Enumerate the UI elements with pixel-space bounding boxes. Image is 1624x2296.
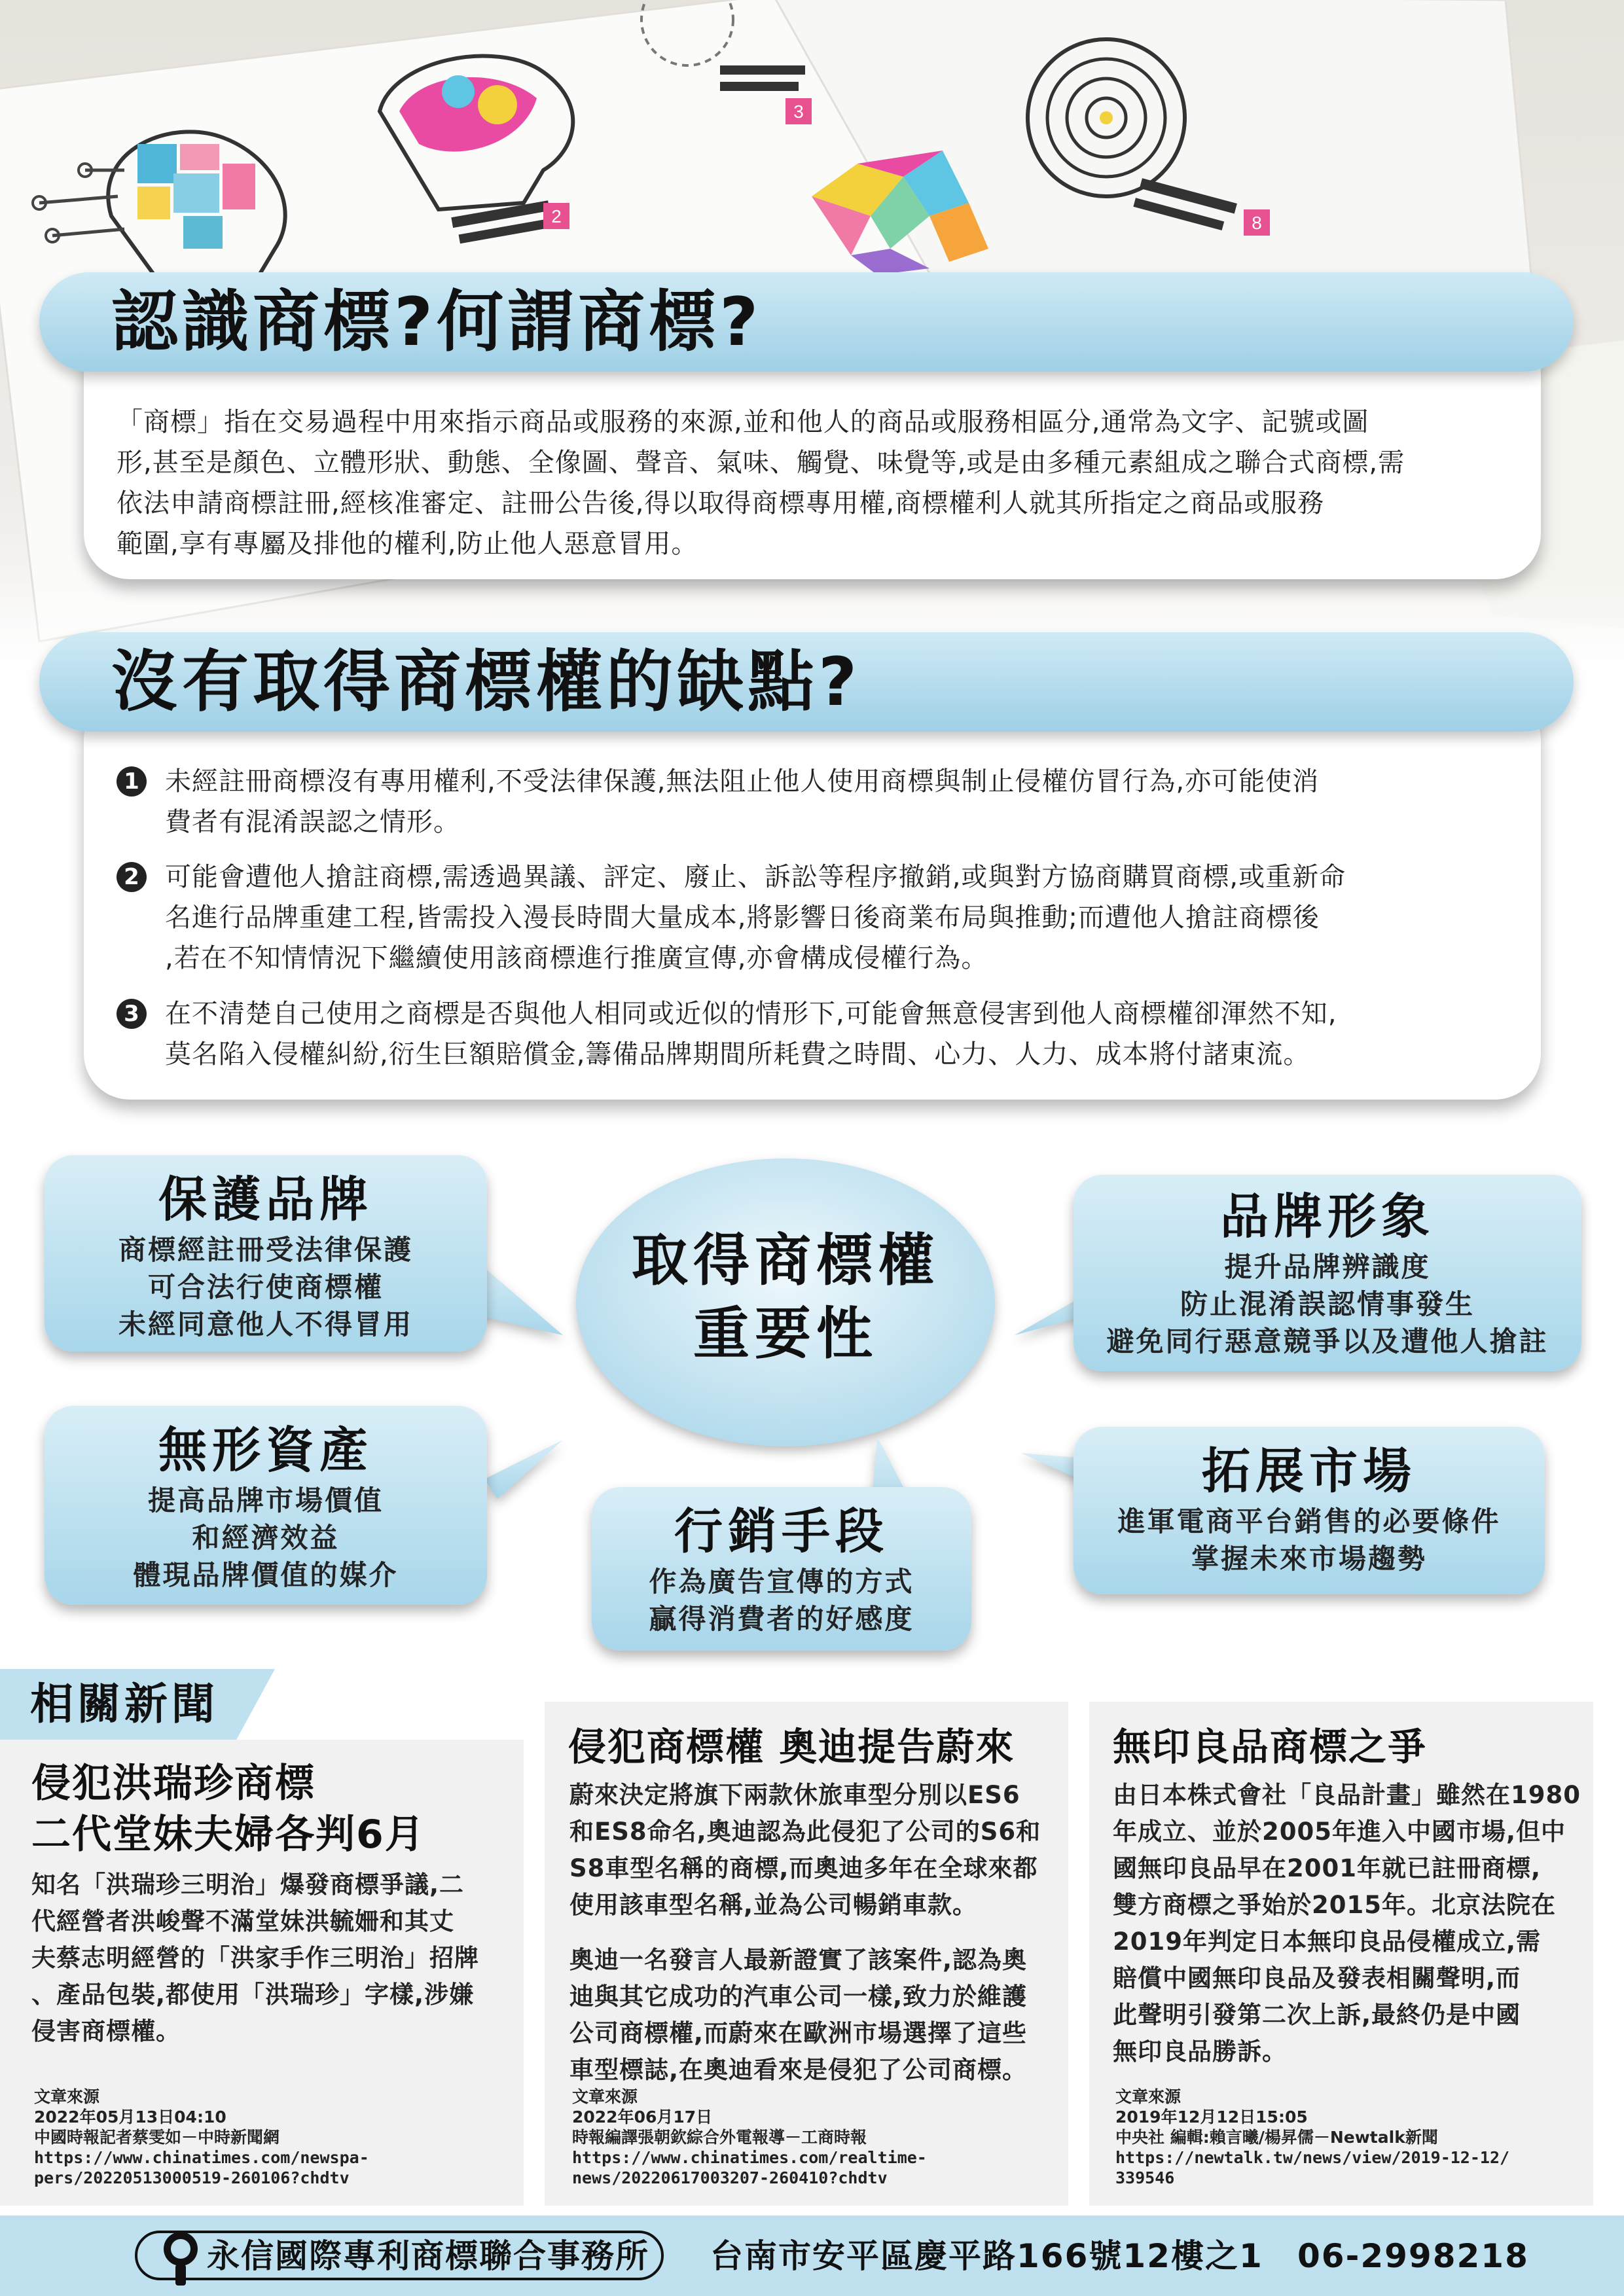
center-bubble-title [576,1224,995,1371]
headline-line: 無印良品商標之爭 [1113,1725,1428,1769]
source-author: 中國時報記者蔡雯如－中時新聞網 [34,2128,280,2147]
intangible-asset-box [45,1406,487,1605]
protect-brand-title: 保護品牌 [158,1172,373,1228]
source-date: 2019年12月12日15:05 [1115,2108,1308,2126]
source-author: 中央社 編輯:賴言曦/楊昇儒－Newtalk新聞 [1115,2128,1438,2147]
center-line: 取得商標權 [632,1228,939,1293]
source-link[interactable]: https://newtalk.tw/news/view/2019-12-12/ [1115,2148,1510,2167]
source-link[interactable]: https://www.chinatimes.com/realtime- [572,2148,927,2167]
news3-headline [1113,1721,1427,1772]
expand-market-title: 拓展市場 [1202,1443,1416,1499]
item-line: 可能會遭他人搶註商標,需透過異議、評定、廢止、訴訟等程序撤銷,或與對方協商購買商標,或重新命 [165,862,1346,892]
body-line: 車型標誌,在奧迪看來是侵犯了公司商標。 [569,2056,1028,2084]
body-line: 奧迪一名發言人最新證實了該案件,認為奧 [569,1946,1028,1974]
body-line: S8車型名稱的商標,而奧迪多年在全球來都 [569,1854,1038,1882]
body-line: 國無印良品早在2001年就已註冊商標, [1113,1854,1542,1882]
body-line: 使用該車型名稱,並為公司暢銷車款。 [569,1891,978,1919]
item-line: 費者有混淆誤認之情形。 [165,807,460,837]
asset-line: 和經濟效益 [192,1522,340,1554]
source-link[interactable]: https://www.chinatimes.com/newspa- [34,2148,369,2167]
disadvantages-title: 沒有取得商標權的缺點? [111,643,861,721]
news1-source [34,2087,518,2188]
news3-body [1113,1777,1584,2070]
source-link[interactable]: 339546 [1115,2168,1175,2187]
news1-headline [31,1758,425,1860]
item-line: ,若在不知情情況下繼續使用該商標進行推廣宣傳,亦會構成侵權行為。 [165,943,988,973]
definition-line: 範圍,享有專屬及排他的權利,防止他人惡意冒用。 [117,529,698,559]
body-line: 由日本株式會社「良品計畫」雖然在1980 [1113,1781,1581,1809]
protect-line: 未經同意他人不得冒用 [118,1308,413,1340]
source-date: 2022年05月13日04:10 [34,2108,226,2126]
headline-line: 二代堂妹夫婦各判6月 [31,1812,425,1857]
body-line: 代經營者洪峻聲不滿堂妹洪毓姍和其丈 [31,1907,454,1935]
marketing-line: 作為廣告宣傳的方式 [649,1566,914,1598]
body-line: 賠償中國無印良品及發表相關聲明,而 [1113,1964,1521,1992]
tag-8: 8 [1252,213,1262,233]
source-label: 文章來源 [1115,2087,1182,2106]
body-line: 年成立、並於2005年進入中國市場,但中 [1113,1818,1566,1846]
body-line: 此聲明引發第二次上訴,最終仍是中國 [1113,2001,1521,2029]
firm-name: 永信國際專利商標聯合事務所 [207,2237,649,2275]
news2-source [572,2087,1056,2188]
body-line: 雙方商標之爭始於2015年。北京法院在 [1113,1891,1556,1919]
market-line: 掌握未來市場趨勢 [1191,1543,1427,1575]
market-line: 進軍電商平台銷售的必要條件 [1117,1505,1501,1537]
expand-market-box [1074,1427,1545,1594]
source-date: 2022年06月17日 [572,2108,713,2126]
protect-line: 可合法行使商標權 [147,1271,384,1303]
news-tab-label: 相關新聞 [30,1679,219,1729]
protect-brand-box [45,1155,487,1352]
body-line: 公司商標權,而蔚來在歐洲市場選擇了這些 [569,2019,1028,2047]
news1-body [31,1867,516,2050]
headline-line: 侵犯洪瑞珍商標 [31,1761,316,1806]
item-line: 未經註冊商標沒有專用權利,不受法律保護,無法阻止他人使用商標與制止侵權仿冒行為,亦可能使消 [165,766,1320,797]
definition-title: 認識商標?何謂商標? [111,283,763,361]
news2-headline [568,1721,1015,1772]
image-line: 提升品牌辨識度 [1224,1251,1431,1283]
headline-line: 侵犯商標權 奧迪提告蔚來 [568,1725,1015,1769]
news3-source [1115,2087,1587,2188]
tag-3: 3 [793,101,804,122]
brand-image-box [1074,1175,1581,1371]
disadvantage-item-2 [117,857,1504,978]
news2-body [569,1777,1054,2089]
body-line: 和ES8命名,奧迪認為此侵犯了公司的S6和 [569,1818,1041,1846]
protect-line: 商標經註冊受法律保護 [118,1234,413,1266]
source-link[interactable]: pers/20220513000519-260106?chdtv [34,2168,350,2187]
intangible-asset-title: 無形資產 [158,1422,373,1479]
item-line: 莫名陷入侵權糾紛,衍生巨額賠償金,籌備品牌期間所耗費之時間、心力、人力、成本將付諸東流。 [165,1039,1310,1069]
body-line: 無印良品勝訴。 [1113,2037,1287,2066]
firm-address: 台南市安平區慶平路166號12樓之1 [710,2237,1263,2275]
source-label: 文章來源 [34,2087,100,2106]
number-1-badge: 1 [117,766,147,797]
marketing-line: 贏得消費者的好感度 [649,1603,914,1635]
body-line: 迪與其它成功的汽車公司一樣,致力於維護 [569,1982,1028,2011]
body-line: 夫蔡志明經營的「洪家手作三明治」招牌 [31,1944,479,1972]
source-label: 文章來源 [572,2087,638,2106]
definition-line: 形,甚至是顏色、立體形狀、動態、全像圖、聲音、氣味、觸覺、味覺等,或是由多種元素組成之聯合式商標,需 [117,448,1405,478]
center-line: 重要性 [693,1301,878,1367]
body-line: 2019年判定日本無印良品侵權成立,需 [1113,1928,1542,1956]
firm-phone[interactable]: 06-2998218 [1297,2237,1529,2275]
source-link[interactable]: news/20220617003207-260410?chdtv [572,2168,888,2187]
definition-text [117,402,1517,564]
body-line: 侵害商標權。 [31,2017,181,2045]
image-line: 避免同行惡意競爭以及遭他人搶註 [1106,1325,1549,1357]
definition-line: 「商標」指在交易過程中用來指示商品或服務的來源,並和他人的商品或服務相區分,通常為文字、記號或圖 [117,407,1369,437]
body-line: 、產品包裝,都使用「洪瑞珍」字樣,涉嫌 [31,1981,475,2009]
source-author: 時報編譯張朝欽綜合外電報導－工商時報 [572,2128,867,2147]
asset-line: 體現品牌價值的媒介 [133,1559,399,1591]
number-3-badge: 3 [117,999,147,1029]
number-2-badge: 2 [117,862,147,892]
magnifier-logo-icon [152,2225,211,2288]
body-line: 知名「洪瑞珍三明治」爆發商標爭議,二 [31,1871,465,1899]
marketing-box [592,1487,971,1651]
item-line: 名進行品牌重建工程,皆需投入漫長時間大量成本,將影響日後商業布局與推動;而遭他人搶註商標後 [165,903,1320,933]
item-line: 在不清楚自己使用之商標是否與他人相同或近似的情形下,可能會無意侵害到他人商標權卻渾然不知, [165,999,1337,1029]
disadvantage-item-1 [117,761,1504,842]
tag-2: 2 [551,206,562,226]
definition-line: 依法申請商標註冊,經核准審定、註冊公告後,得以取得商標專用權,商標權利人就其所指定之商品或服務 [117,488,1325,518]
body-line: 蔚來決定將旗下兩款休旅車型分別以ES6 [569,1781,1020,1809]
asset-line: 提高品牌市場價值 [147,1484,384,1516]
disadvantage-item-3 [117,994,1504,1075]
marketing-title: 行銷手段 [674,1503,889,1560]
brand-image-title: 品牌形象 [1220,1189,1435,1245]
image-line: 防止混淆誤認情事發生 [1180,1288,1475,1320]
